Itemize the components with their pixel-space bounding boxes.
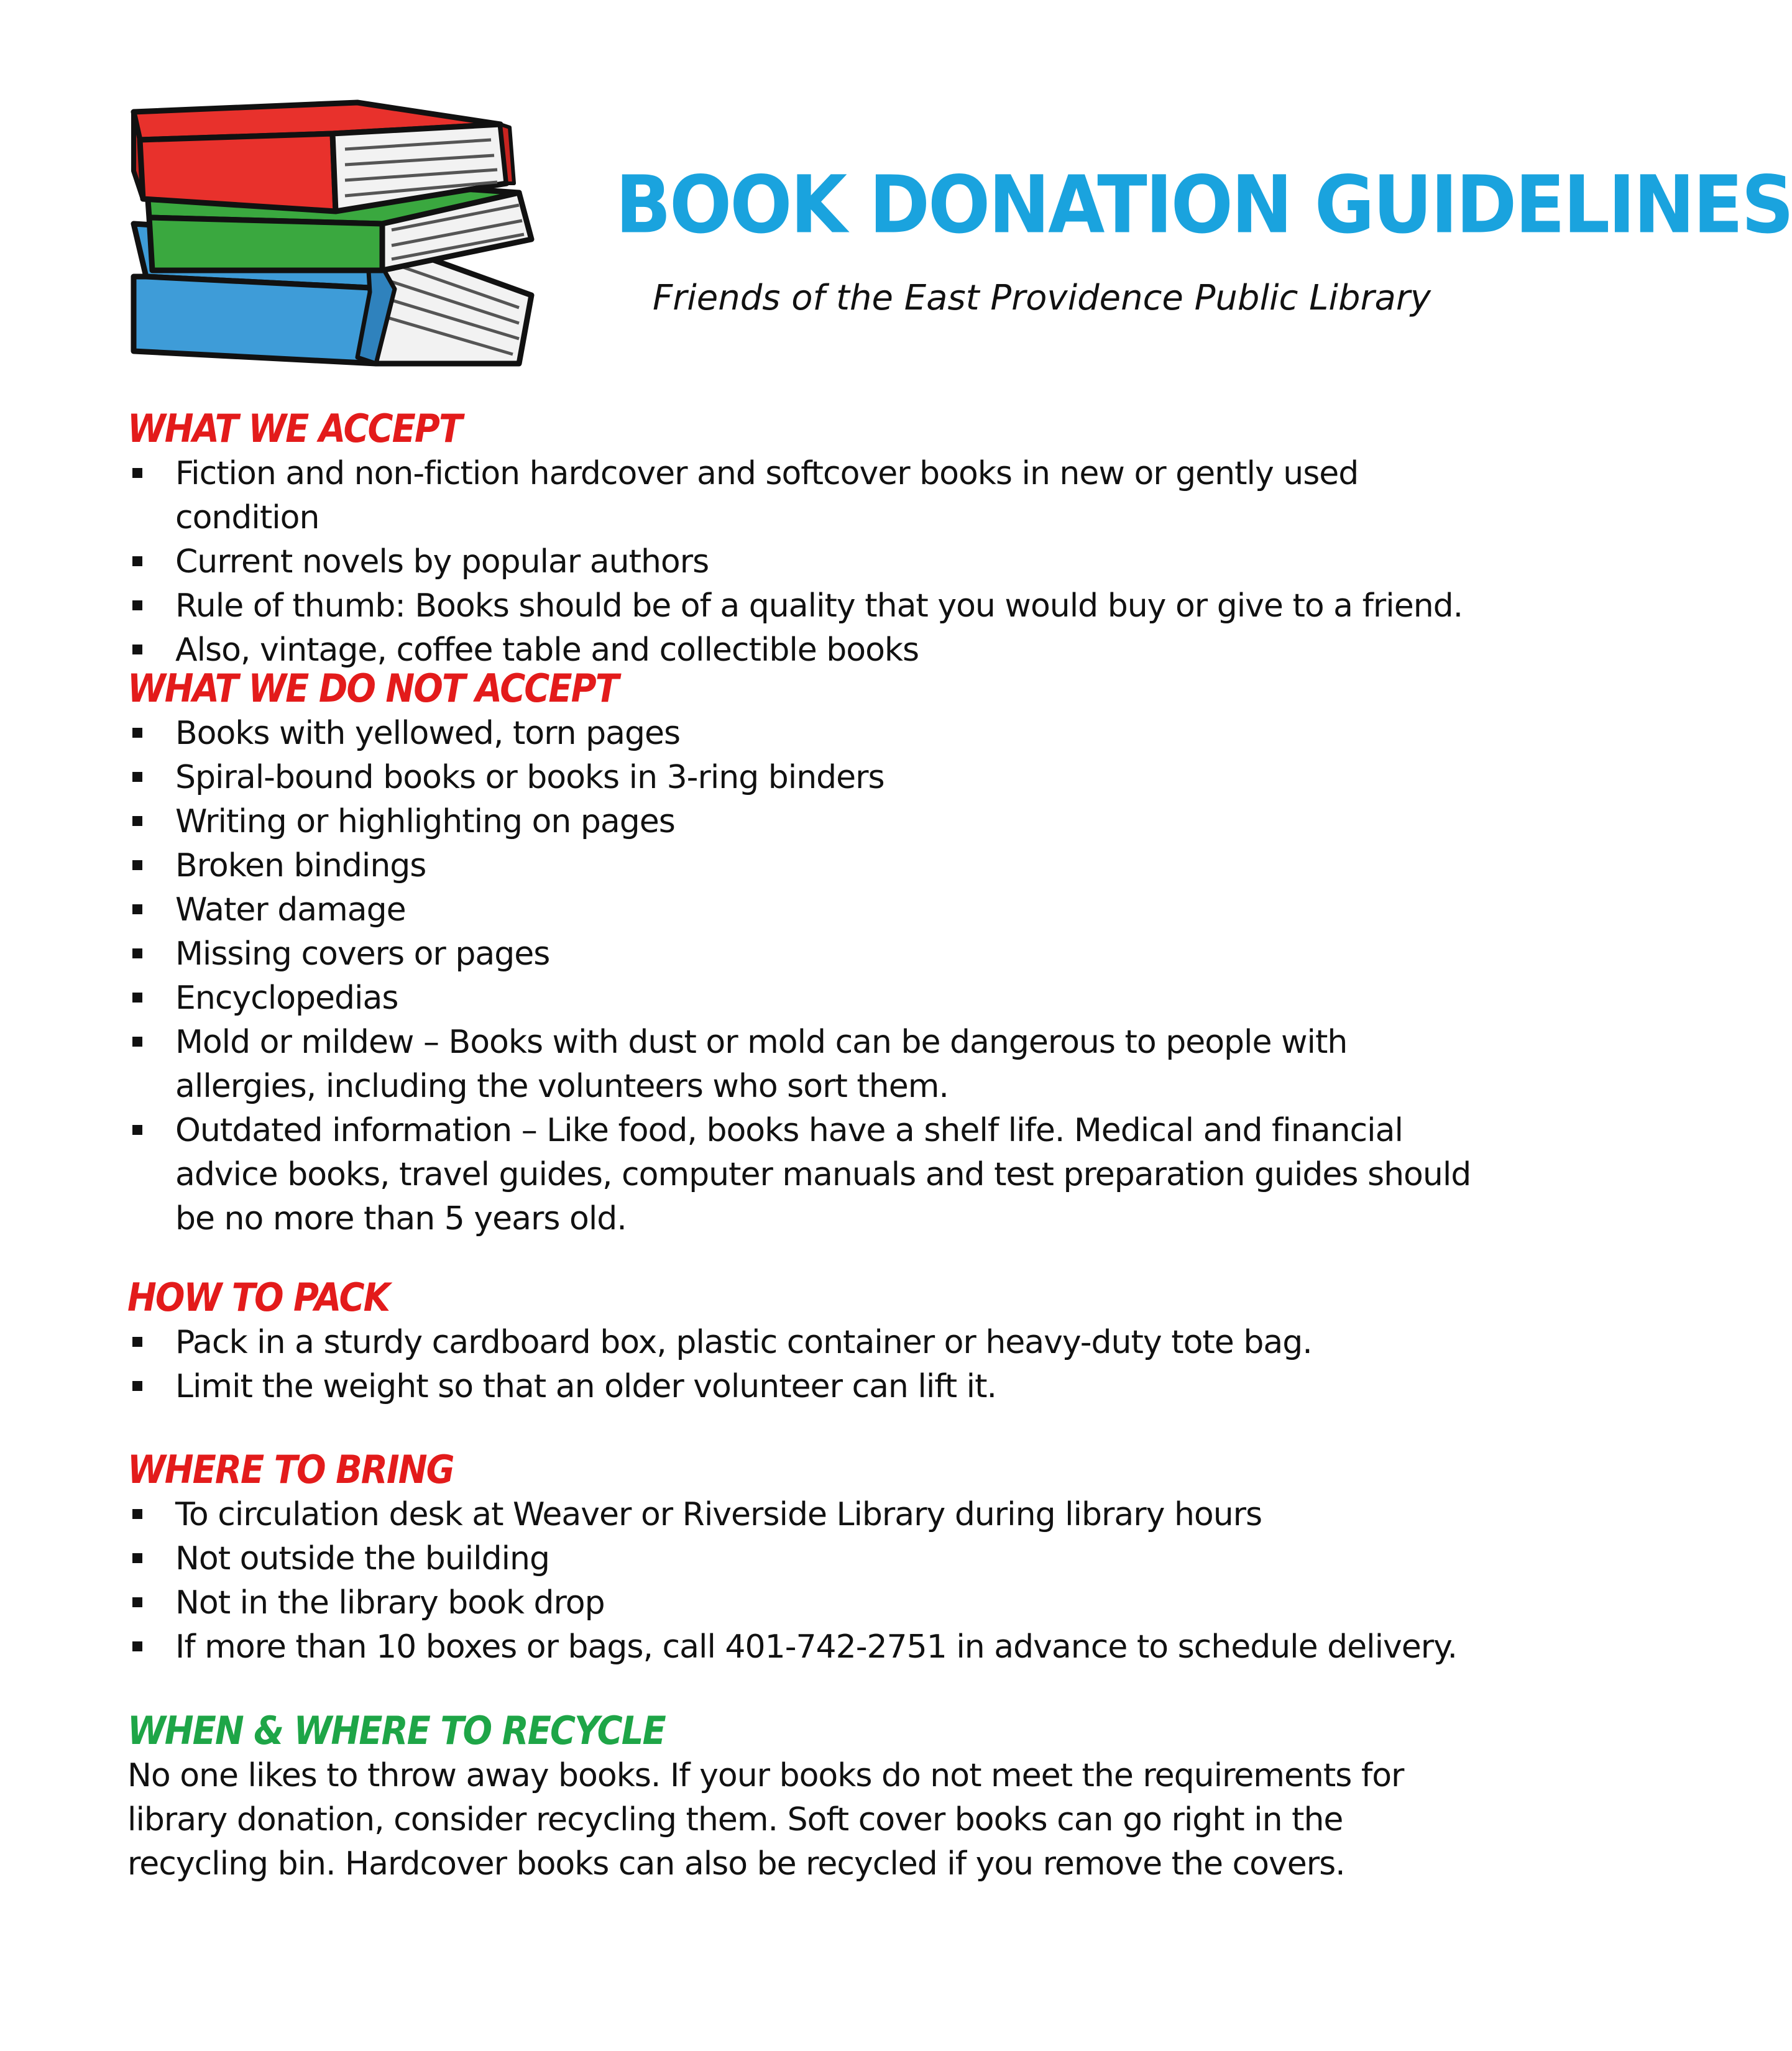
list-item: [127, 1365, 1476, 1409]
section-accept: [127, 407, 1476, 672]
bullet-icon: [132, 993, 142, 1003]
bullet-icon: [132, 772, 142, 782]
list-item-text: To circulation desk at Weaver or Riverside Library during library hours: [175, 1496, 1262, 1533]
list-item-text: Writing or highlighting on pages: [175, 803, 675, 840]
bullet-icon: [132, 645, 142, 654]
list-item: [127, 540, 1476, 584]
section-not-accept: [127, 667, 1476, 1241]
book-stack-icon: [121, 90, 550, 376]
section-heading: WHERE TO BRING: [127, 1448, 454, 1493]
list-item-text: Pack in a sturdy cardboard box, plastic container or heavy-duty tote bag.: [175, 1324, 1312, 1361]
bullet-list: [127, 1321, 1476, 1409]
bullet-icon: [132, 860, 142, 870]
section-pack: [127, 1276, 1476, 1409]
section-heading: HOW TO PACK: [127, 1275, 390, 1321]
list-item-text: Broken bindings: [175, 847, 426, 884]
bullet-icon: [132, 1641, 142, 1651]
list-item: [127, 1493, 1476, 1537]
list-item: [127, 452, 1476, 540]
list-item-text: Fiction and non-fiction hardcover and softcover books in new or gently used condition: [175, 455, 1359, 536]
list-item-text: If more than 10 boxes or bags, call 401-742-2751 in advance to schedule delivery.: [175, 1628, 1458, 1666]
section-heading: WHEN & WHERE TO RECYCLE: [127, 1709, 665, 1754]
list-item: [127, 844, 1476, 888]
list-item: [127, 1021, 1476, 1109]
list-item: [127, 800, 1476, 844]
bullet-icon: [132, 1553, 142, 1563]
bullet-icon: [132, 468, 142, 478]
bullet-icon: [132, 1337, 142, 1347]
bullet-icon: [132, 1509, 142, 1519]
list-item: [127, 756, 1476, 800]
list-item-text: Mold or mildew – Books with dust or mold can be dangerous to people with allergies, including the volunteers who sort them.: [175, 1024, 1348, 1105]
list-item-text: Encyclopedias: [175, 980, 398, 1017]
list-item-text: Current novels by popular authors: [175, 543, 709, 580]
bullet-list: [127, 1493, 1476, 1669]
list-item: [127, 1321, 1476, 1365]
list-item-text: Rule of thumb: Books should be of a quality that you would buy or give to a friend.: [175, 587, 1463, 625]
bullet-icon: [132, 1381, 142, 1391]
list-item: [127, 1109, 1476, 1241]
list-item: [127, 584, 1476, 628]
list-item: [127, 888, 1476, 932]
list-item: [127, 932, 1476, 976]
list-item-text: Outdated information – Like food, books have a shelf life. Medical and financial advice books, travel guides, computer manuals and test preparation guides should be no more than 5 years old.: [175, 1112, 1471, 1237]
page-title: BOOK DONATION GUIDELINES: [615, 158, 1792, 251]
bullet-icon: [132, 728, 142, 738]
list-item: [127, 1537, 1476, 1581]
bullet-icon: [132, 556, 142, 566]
section-heading: WHAT WE DO NOT ACCEPT: [127, 666, 618, 712]
list-item-text: Spiral-bound books or books in 3-ring binders: [175, 759, 885, 796]
bullet-icon: [132, 600, 142, 610]
bullet-icon: [132, 816, 142, 826]
list-item-text: Missing covers or pages: [175, 935, 550, 973]
list-item-text: Not outside the building: [175, 1540, 550, 1577]
list-item-text: Water damage: [175, 891, 406, 929]
bullet-list: [127, 452, 1476, 672]
recycle-paragraph: No one likes to throw away books. If your books do not meet the requirements for library donation, consider recycling them. Soft cover books can go right in the recycling bin. Hardcover books can also be recycled if you remove the covers.: [127, 1757, 1404, 1883]
bullet-icon: [132, 1125, 142, 1135]
bullet-icon: [132, 1597, 142, 1607]
bullet-list: [127, 712, 1476, 1241]
list-item-text: Limit the weight so that an older volunteer can lift it.: [175, 1368, 996, 1405]
list-item: [127, 1581, 1476, 1625]
section-bring: [127, 1448, 1476, 1669]
page-subtitle: Friends of the East Providence Public Library: [653, 278, 1431, 318]
list-item: [127, 976, 1476, 1021]
list-item-text: Also, vintage, coffee table and collectible books: [175, 631, 919, 669]
section-recycle: [127, 1709, 1476, 1886]
bullet-icon: [132, 904, 142, 914]
list-item-text: Books with yellowed, torn pages: [175, 715, 681, 752]
bullet-icon: [132, 1037, 142, 1047]
list-item: [127, 712, 1476, 756]
bullet-icon: [132, 948, 142, 958]
list-item: [127, 1625, 1476, 1669]
section-heading: WHAT WE ACCEPT: [127, 406, 462, 452]
list-item-text: Not in the library book drop: [175, 1584, 605, 1622]
